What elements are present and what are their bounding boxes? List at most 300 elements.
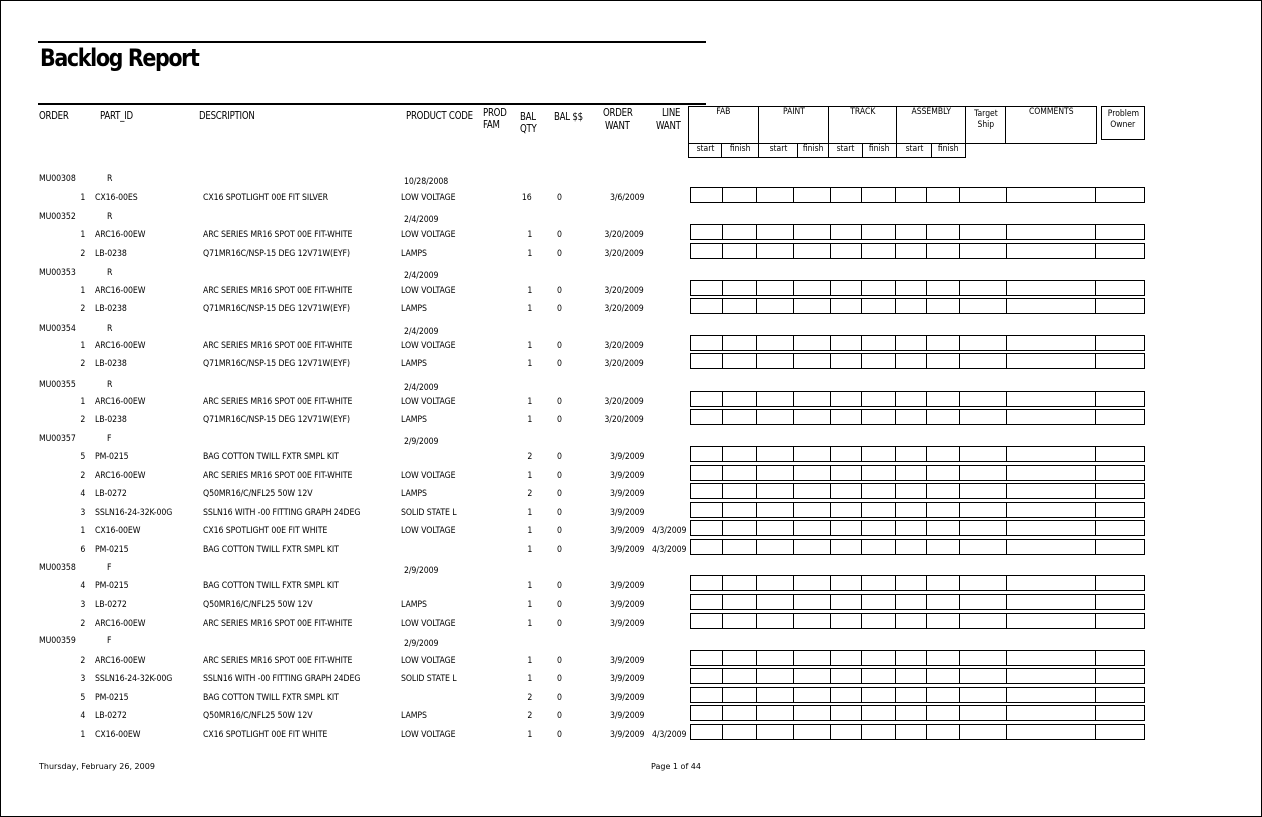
part-id: ARC16-00EW bbox=[95, 286, 146, 296]
grid-divider bbox=[895, 706, 896, 720]
order-type: F bbox=[107, 636, 112, 646]
grid-divider bbox=[1095, 484, 1096, 498]
grid-divider bbox=[756, 410, 757, 424]
order-want: 3/9/2009 bbox=[609, 674, 644, 684]
description: ARC SERIES MR16 SPOT 00E FIT-WHITE bbox=[203, 341, 353, 351]
grid-divider bbox=[959, 447, 960, 461]
bal-qty: 1 bbox=[527, 656, 532, 666]
bal-qty: 1 bbox=[527, 600, 532, 610]
part-id: LB-0238 bbox=[95, 304, 127, 314]
product-code: LOW VOLTAGE bbox=[401, 193, 456, 203]
grid-divider bbox=[756, 706, 757, 720]
grid-divider bbox=[959, 336, 960, 350]
grid-divider bbox=[1006, 576, 1007, 590]
bal-ss: 0 bbox=[557, 193, 562, 203]
grid-divider bbox=[722, 244, 723, 258]
col-line-want-1: LINE bbox=[662, 107, 681, 119]
grid-divider bbox=[1006, 614, 1007, 628]
order-number: MU00353 bbox=[39, 268, 76, 278]
grid-divider bbox=[793, 651, 794, 665]
schedule-grid-row bbox=[690, 280, 1145, 296]
grid-divider bbox=[793, 595, 794, 609]
grid-divider bbox=[1095, 299, 1096, 313]
grid-divider bbox=[756, 614, 757, 628]
grid-divider bbox=[959, 521, 960, 535]
part-id: SSLN16-24-32K-00G bbox=[95, 674, 173, 684]
bal-qty: 1 bbox=[527, 471, 532, 481]
paint-finish bbox=[797, 143, 829, 158]
schedule-grid-row bbox=[690, 705, 1145, 721]
assembly-finish-label: finish bbox=[938, 144, 959, 154]
part-id: PM-0215 bbox=[95, 581, 129, 591]
schedule-grid-row bbox=[690, 465, 1145, 481]
grid-divider bbox=[793, 669, 794, 683]
order-date: 10/28/2008 bbox=[404, 177, 449, 187]
grid-divider bbox=[1095, 244, 1096, 258]
part-id: LB-0272 bbox=[95, 600, 127, 610]
order-type: R bbox=[107, 212, 113, 222]
part-id: SSLN16-24-32K-00G bbox=[95, 508, 173, 518]
grid-divider bbox=[830, 466, 831, 480]
grid-divider bbox=[830, 521, 831, 535]
order-want: 3/6/2009 bbox=[609, 193, 644, 203]
grid-divider bbox=[722, 299, 723, 313]
grid-divider bbox=[861, 503, 862, 517]
grid-divider bbox=[1006, 651, 1007, 665]
col-product-code: PRODUCT CODE bbox=[406, 110, 473, 122]
bal-ss: 0 bbox=[557, 693, 562, 703]
bal-ss: 0 bbox=[557, 359, 562, 369]
grid-divider bbox=[959, 595, 960, 609]
order-number: MU00354 bbox=[39, 324, 76, 334]
grid-divider bbox=[830, 595, 831, 609]
grid-divider bbox=[1006, 521, 1007, 535]
grid-divider bbox=[830, 225, 831, 239]
grid-divider bbox=[830, 688, 831, 702]
grid-divider bbox=[722, 466, 723, 480]
grid-divider bbox=[756, 688, 757, 702]
grid-divider bbox=[861, 540, 862, 554]
line-number: 4 bbox=[80, 711, 85, 721]
grid-divider bbox=[1095, 595, 1096, 609]
grid-divider bbox=[1006, 466, 1007, 480]
grid-divider bbox=[793, 299, 794, 313]
part-id: ARC16-00EW bbox=[95, 230, 146, 240]
bal-ss: 0 bbox=[557, 304, 562, 314]
grid-divider bbox=[830, 503, 831, 517]
grid-divider bbox=[722, 281, 723, 295]
fab-header bbox=[688, 106, 759, 144]
description: SSLN16 WITH -00 FITTING GRAPH 24DEG bbox=[203, 508, 361, 518]
grid-divider bbox=[959, 188, 960, 202]
grid-divider bbox=[1006, 725, 1007, 739]
grid-divider bbox=[861, 614, 862, 628]
product-code: LOW VOLTAGE bbox=[401, 230, 456, 240]
grid-divider bbox=[959, 725, 960, 739]
schedule-grid-row bbox=[690, 575, 1145, 591]
schedule-grid-row bbox=[690, 409, 1145, 425]
part-id: LB-0238 bbox=[95, 249, 127, 259]
grid-divider bbox=[895, 188, 896, 202]
order-want: 3/20/2009 bbox=[604, 286, 644, 296]
grid-divider bbox=[756, 225, 757, 239]
part-id: LB-0272 bbox=[95, 489, 127, 499]
grid-divider bbox=[861, 392, 862, 406]
grid-divider bbox=[1006, 484, 1007, 498]
grid-divider bbox=[793, 706, 794, 720]
product-code: LAMPS bbox=[401, 304, 427, 314]
order-date: 2/9/2009 bbox=[404, 639, 439, 649]
grid-divider bbox=[793, 410, 794, 424]
grid-divider bbox=[722, 540, 723, 554]
fab-label: FAB bbox=[716, 107, 731, 117]
grid-divider bbox=[895, 281, 896, 295]
order-number: MU00357 bbox=[39, 434, 76, 444]
fab-finish bbox=[721, 143, 759, 158]
bal-qty: 2 bbox=[527, 489, 532, 499]
grid-divider bbox=[793, 188, 794, 202]
order-number: MU00358 bbox=[39, 563, 76, 573]
bal-ss: 0 bbox=[557, 249, 562, 259]
grid-divider bbox=[926, 244, 927, 258]
part-id: LB-0238 bbox=[95, 359, 127, 369]
grid-divider bbox=[861, 410, 862, 424]
line-want: 4/3/2009 bbox=[652, 526, 687, 536]
description: CX16 SPOTLIGHT 00E FIT WHITE bbox=[203, 526, 328, 536]
grid-divider bbox=[722, 447, 723, 461]
col-part-id: PART_ID bbox=[100, 110, 133, 122]
grid-divider bbox=[1006, 706, 1007, 720]
grid-divider bbox=[861, 281, 862, 295]
grid-divider bbox=[756, 503, 757, 517]
grid-divider bbox=[1006, 244, 1007, 258]
grid-divider bbox=[861, 725, 862, 739]
grid-divider bbox=[793, 354, 794, 368]
schedule-grid-row bbox=[690, 650, 1145, 666]
order-want: 3/9/2009 bbox=[609, 489, 644, 499]
description: SSLN16 WITH -00 FITTING GRAPH 24DEG bbox=[203, 674, 361, 684]
schedule-grid-row bbox=[690, 483, 1145, 499]
line-want: 4/3/2009 bbox=[652, 730, 687, 740]
bal-ss: 0 bbox=[557, 452, 562, 462]
line-number: 1 bbox=[80, 341, 85, 351]
track-start bbox=[828, 143, 863, 158]
grid-divider bbox=[1095, 688, 1096, 702]
order-type: R bbox=[107, 174, 113, 184]
line-number: 1 bbox=[80, 526, 85, 536]
grid-divider bbox=[722, 354, 723, 368]
grid-divider bbox=[830, 410, 831, 424]
grid-divider bbox=[756, 354, 757, 368]
product-code: LOW VOLTAGE bbox=[401, 730, 456, 740]
grid-divider bbox=[830, 392, 831, 406]
schedule-grid-row bbox=[690, 187, 1145, 203]
grid-divider bbox=[793, 281, 794, 295]
order-want: 3/20/2009 bbox=[604, 341, 644, 351]
order-want: 3/9/2009 bbox=[609, 619, 644, 629]
order-type: R bbox=[107, 268, 113, 278]
grid-divider bbox=[722, 688, 723, 702]
bal-ss: 0 bbox=[557, 415, 562, 425]
description: ARC SERIES MR16 SPOT 00E FIT-WHITE bbox=[203, 619, 353, 629]
grid-divider bbox=[895, 540, 896, 554]
bal-qty: 2 bbox=[527, 452, 532, 462]
order-number: MU00359 bbox=[39, 636, 76, 646]
line-number: 4 bbox=[80, 489, 85, 499]
grid-divider bbox=[959, 392, 960, 406]
grid-divider bbox=[1006, 410, 1007, 424]
grid-divider bbox=[1006, 354, 1007, 368]
grid-divider bbox=[1006, 688, 1007, 702]
bal-ss: 0 bbox=[557, 674, 562, 684]
grid-divider bbox=[722, 651, 723, 665]
footer-date: Thursday, February 26, 2009 bbox=[39, 762, 155, 771]
product-code: LAMPS bbox=[401, 359, 427, 369]
grid-divider bbox=[830, 244, 831, 258]
order-number: MU00355 bbox=[39, 380, 76, 390]
grid-divider bbox=[1095, 725, 1096, 739]
grid-divider bbox=[959, 614, 960, 628]
col-bal-ss: BAL $$ bbox=[554, 111, 583, 123]
order-date: 2/4/2009 bbox=[404, 215, 439, 225]
grid-divider bbox=[1095, 410, 1096, 424]
grid-divider bbox=[861, 354, 862, 368]
grid-divider bbox=[926, 706, 927, 720]
bal-ss: 0 bbox=[557, 471, 562, 481]
description: ARC SERIES MR16 SPOT 00E FIT-WHITE bbox=[203, 230, 353, 240]
grid-divider bbox=[830, 614, 831, 628]
grid-divider bbox=[895, 503, 896, 517]
part-id: CX16-00ES bbox=[95, 193, 138, 203]
grid-divider bbox=[959, 410, 960, 424]
fab-finish-label: finish bbox=[729, 144, 751, 154]
footer-page-number: Page 1 of 44 bbox=[651, 762, 701, 771]
grid-divider bbox=[861, 576, 862, 590]
bal-qty: 1 bbox=[527, 581, 532, 591]
description: Q71MR16C/NSP-15 DEG 12V71W(EYF) bbox=[203, 359, 350, 369]
grid-divider bbox=[861, 521, 862, 535]
fab-start bbox=[688, 143, 722, 158]
description: BAG COTTON TWILL FXTR SMPL KIT bbox=[203, 693, 339, 703]
grid-divider bbox=[959, 688, 960, 702]
order-want: 3/9/2009 bbox=[609, 711, 644, 721]
bal-qty: 1 bbox=[527, 526, 532, 536]
grid-divider bbox=[926, 725, 927, 739]
grid-divider bbox=[756, 447, 757, 461]
grid-divider bbox=[959, 669, 960, 683]
bal-ss: 0 bbox=[557, 341, 562, 351]
part-id: ARC16-00EW bbox=[95, 619, 146, 629]
product-code: LAMPS bbox=[401, 415, 427, 425]
order-want: 3/20/2009 bbox=[604, 359, 644, 369]
grid-divider bbox=[1006, 336, 1007, 350]
part-id: ARC16-00EW bbox=[95, 471, 146, 481]
order-want: 3/20/2009 bbox=[604, 230, 644, 240]
grid-divider bbox=[1095, 188, 1096, 202]
grid-divider bbox=[861, 225, 862, 239]
grid-divider bbox=[895, 669, 896, 683]
order-date: 2/9/2009 bbox=[404, 437, 439, 447]
grid-divider bbox=[793, 521, 794, 535]
grid-divider bbox=[722, 392, 723, 406]
order-want: 3/9/2009 bbox=[609, 656, 644, 666]
bal-ss: 0 bbox=[557, 545, 562, 555]
grid-divider bbox=[1006, 188, 1007, 202]
grid-divider bbox=[756, 725, 757, 739]
schedule-grid-row bbox=[690, 724, 1145, 740]
grid-divider bbox=[793, 503, 794, 517]
grid-divider bbox=[895, 336, 896, 350]
grid-divider bbox=[756, 466, 757, 480]
assembly-label: ASSEMBLY bbox=[911, 107, 951, 117]
bal-qty: 1 bbox=[527, 249, 532, 259]
grid-divider bbox=[756, 651, 757, 665]
schedule-grid-row bbox=[690, 224, 1145, 240]
schedule-grid-row bbox=[690, 613, 1145, 629]
schedule-grid-row bbox=[690, 298, 1145, 314]
grid-divider bbox=[793, 466, 794, 480]
order-want: 3/9/2009 bbox=[609, 526, 644, 536]
grid-divider bbox=[926, 576, 927, 590]
line-number: 1 bbox=[80, 397, 85, 407]
grid-divider bbox=[959, 354, 960, 368]
bal-ss: 0 bbox=[557, 656, 562, 666]
line-number: 3 bbox=[80, 600, 85, 610]
grid-divider bbox=[895, 447, 896, 461]
grid-divider bbox=[926, 299, 927, 313]
track-finish-label: finish bbox=[869, 144, 890, 154]
grid-divider bbox=[1095, 503, 1096, 517]
grid-divider bbox=[1095, 466, 1096, 480]
assembly-header bbox=[896, 106, 966, 144]
order-want: 3/9/2009 bbox=[609, 471, 644, 481]
schedule-grid-row bbox=[690, 335, 1145, 351]
description: ARC SERIES MR16 SPOT 00E FIT-WHITE bbox=[203, 397, 353, 407]
grid-divider bbox=[756, 484, 757, 498]
line-number: 1 bbox=[80, 230, 85, 240]
product-code: LOW VOLTAGE bbox=[401, 526, 456, 536]
grid-divider bbox=[926, 336, 927, 350]
target-ship-header bbox=[965, 106, 1006, 144]
grid-divider bbox=[926, 688, 927, 702]
col-order-want-1: ORDER bbox=[603, 107, 633, 119]
part-id: ARC16-00EW bbox=[95, 656, 146, 666]
order-number: MU00308 bbox=[39, 174, 76, 184]
grid-divider bbox=[959, 484, 960, 498]
grid-divider bbox=[861, 484, 862, 498]
bal-ss: 0 bbox=[557, 508, 562, 518]
grid-divider bbox=[861, 336, 862, 350]
grid-divider bbox=[861, 595, 862, 609]
line-number: 3 bbox=[80, 508, 85, 518]
product-code: LOW VOLTAGE bbox=[401, 471, 456, 481]
bal-qty: 1 bbox=[527, 286, 532, 296]
report-title: Backlog Report bbox=[40, 44, 199, 72]
grid-divider bbox=[926, 521, 927, 535]
grid-divider bbox=[1006, 392, 1007, 406]
order-want: 3/9/2009 bbox=[609, 600, 644, 610]
grid-divider bbox=[926, 540, 927, 554]
grid-divider bbox=[1095, 706, 1096, 720]
order-type: F bbox=[107, 563, 112, 573]
grid-divider bbox=[793, 540, 794, 554]
grid-divider bbox=[1095, 392, 1096, 406]
grid-divider bbox=[1095, 447, 1096, 461]
grid-divider bbox=[793, 225, 794, 239]
col-prod-fam-2: FAM bbox=[483, 119, 500, 131]
grid-divider bbox=[1095, 336, 1096, 350]
grid-divider bbox=[793, 336, 794, 350]
grid-divider bbox=[895, 595, 896, 609]
grid-divider bbox=[926, 281, 927, 295]
bal-ss: 0 bbox=[557, 581, 562, 591]
bal-qty: 1 bbox=[527, 415, 532, 425]
comments-header bbox=[1005, 106, 1097, 144]
line-number: 5 bbox=[80, 693, 85, 703]
grid-divider bbox=[959, 466, 960, 480]
line-number: 2 bbox=[80, 656, 85, 666]
line-number: 2 bbox=[80, 249, 85, 259]
grid-divider bbox=[756, 244, 757, 258]
order-want: 3/20/2009 bbox=[604, 304, 644, 314]
line-number: 2 bbox=[80, 471, 85, 481]
grid-divider bbox=[926, 484, 927, 498]
grid-divider bbox=[793, 484, 794, 498]
grid-divider bbox=[830, 336, 831, 350]
grid-divider bbox=[793, 447, 794, 461]
grid-divider bbox=[722, 225, 723, 239]
bal-qty: 1 bbox=[527, 674, 532, 684]
schedule-grid-row bbox=[690, 446, 1145, 462]
grid-divider bbox=[722, 410, 723, 424]
product-code: LAMPS bbox=[401, 600, 427, 610]
grid-divider bbox=[830, 281, 831, 295]
problem-owner-header bbox=[1101, 106, 1145, 140]
bal-ss: 0 bbox=[557, 730, 562, 740]
grid-divider bbox=[830, 299, 831, 313]
grid-divider bbox=[722, 188, 723, 202]
product-code: LAMPS bbox=[401, 489, 427, 499]
bal-qty: 2 bbox=[527, 711, 532, 721]
grid-divider bbox=[830, 651, 831, 665]
fab-start-label: start bbox=[696, 144, 714, 154]
product-code: LAMPS bbox=[401, 249, 427, 259]
grid-divider bbox=[756, 188, 757, 202]
bal-ss: 0 bbox=[557, 526, 562, 536]
paint-finish-label: finish bbox=[802, 144, 824, 154]
product-code: SOLID STATE L bbox=[401, 674, 457, 684]
grid-divider bbox=[926, 503, 927, 517]
bal-qty: 1 bbox=[527, 730, 532, 740]
grid-divider bbox=[722, 669, 723, 683]
bal-ss: 0 bbox=[557, 230, 562, 240]
order-date: 2/4/2009 bbox=[404, 327, 439, 337]
grid-divider bbox=[830, 447, 831, 461]
grid-divider bbox=[756, 281, 757, 295]
assembly-start bbox=[896, 143, 932, 158]
grid-divider bbox=[722, 595, 723, 609]
grid-divider bbox=[793, 688, 794, 702]
target-ship-label-1: Target bbox=[973, 109, 998, 119]
line-number: 1 bbox=[80, 193, 85, 203]
line-number: 1 bbox=[80, 730, 85, 740]
grid-divider bbox=[1006, 540, 1007, 554]
bal-qty: 1 bbox=[527, 359, 532, 369]
description: Q50MR16/C/NFL25 50W 12V bbox=[203, 600, 313, 610]
order-want: 3/9/2009 bbox=[609, 452, 644, 462]
grid-divider bbox=[926, 447, 927, 461]
grid-divider bbox=[830, 188, 831, 202]
